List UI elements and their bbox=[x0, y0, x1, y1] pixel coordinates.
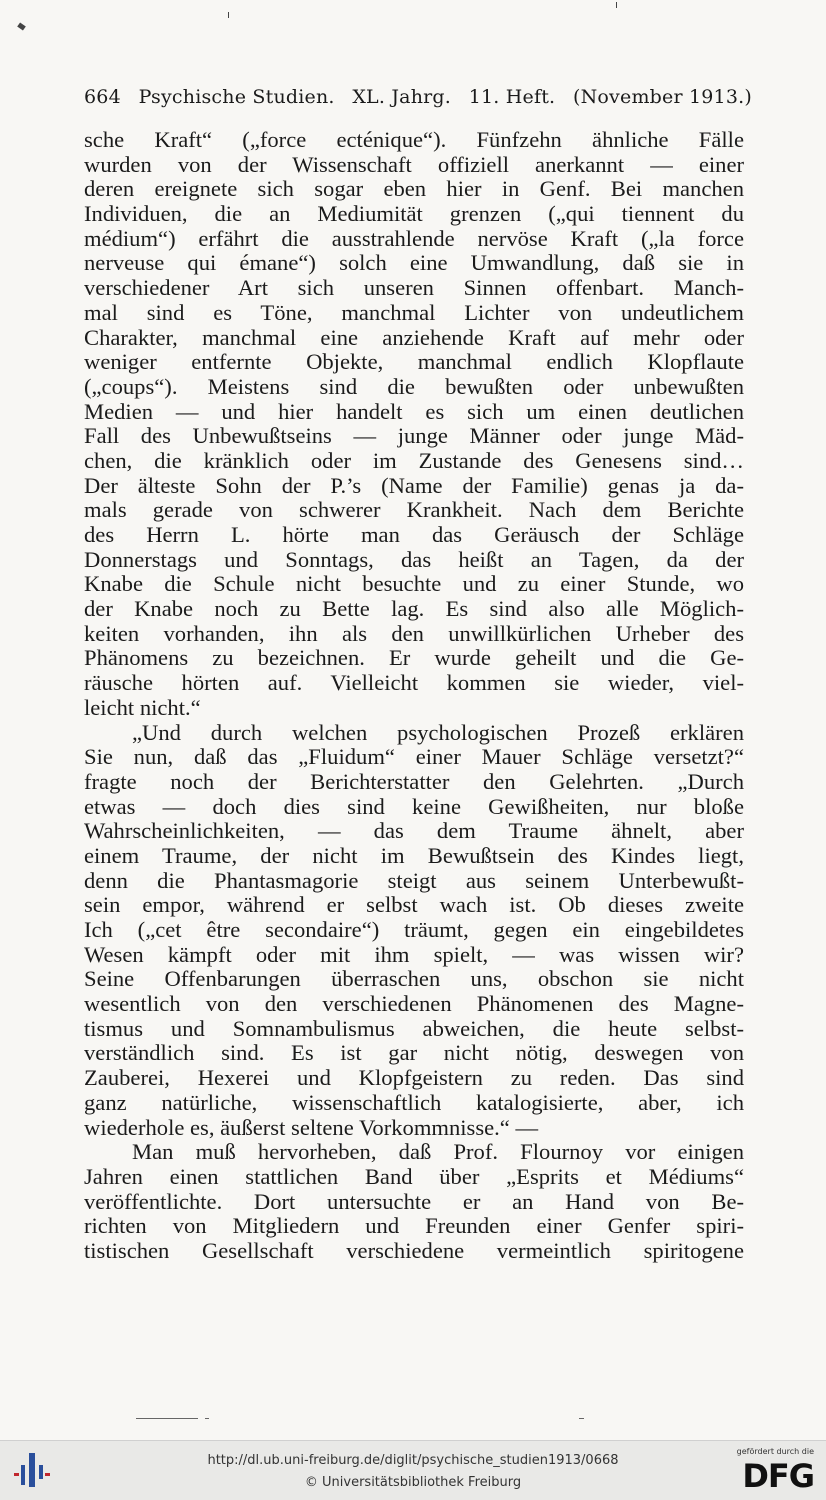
text-line: deren ereignete sich sogar eben hier in Genf. Bei manchen bbox=[84, 176, 744, 202]
text-line: ganz natürliche, wissenschaftlich katalogisierte, aber, ich bbox=[84, 1089, 744, 1115]
text-line: Ich („cet être secondaire“) träumt, gegen ein eingebildetes bbox=[84, 917, 744, 942]
text-line: verständlich sind. Es ist gar nicht nötig, deswegen von bbox=[84, 1040, 744, 1066]
text-line: Fall des Unbewußtseins — junge Männer oder junge Mäd- bbox=[84, 423, 744, 449]
text-line: denn die Phantasmagorie steigt aus seinem Unterbewußt- bbox=[84, 867, 744, 893]
text-line: chen, die kränklich oder im Zustande des Genesens sind… bbox=[84, 447, 744, 473]
text-line: veröffentlichte. Dort untersuchte er an Hand von Be- bbox=[84, 1188, 744, 1214]
text-line: („coups“). Meistens sind die bewußten oder unbewußten bbox=[84, 373, 744, 399]
text-line: Charakter, manchmal eine anziehende Kraft auf mehr oder bbox=[84, 324, 744, 350]
text-line: Seine Offenbarungen überraschen uns, obschon sie nicht bbox=[84, 966, 744, 992]
text-line: wurden von der Wissenschaft offiziell anerkannt — einer bbox=[84, 151, 744, 177]
text-line: Man muß hervorheben, daß Prof. Flournoy vor einigen bbox=[132, 1139, 744, 1165]
text-line: tistischen Gesellschaft verschiedene vermeintlich spiritogene bbox=[84, 1237, 744, 1263]
text-line: tismus und Somnambulismus abweichen, die heute selbst- bbox=[84, 1015, 744, 1041]
text-line: „Und durch welchen psychologischen Prozeß erklären bbox=[132, 719, 744, 745]
text-line: Sie nun, daß das „Fluidum“ einer Mauer Schläge versetzt?“ bbox=[84, 744, 744, 770]
page-url[interactable]: http://dl.ub.uni-freiburg.de/diglit/psychische_studien1913/0668 bbox=[207, 1453, 619, 1468]
footer-rule bbox=[579, 1418, 584, 1419]
viewer-footer-bar bbox=[0, 1440, 826, 1500]
text-line: etwas — doch dies sind keine Gewißheiten, nur bloße bbox=[84, 793, 744, 819]
running-head bbox=[84, 86, 752, 108]
scan-speck bbox=[228, 12, 229, 18]
text-line: médium“) erfährt die ausstrahlende nervöse Kraft („la force bbox=[84, 225, 744, 251]
text-line: Jahren einen stattlichen Band über „Esprits et Médiums“ bbox=[84, 1163, 744, 1189]
text-line: verschiedener Art sich unseren Sinnen offenbart. Manch- bbox=[84, 275, 744, 301]
footer-rule bbox=[205, 1418, 209, 1419]
copyright-notice: © Universitätsbibliothek Freiburg bbox=[304, 1475, 522, 1490]
text-line: Wesen kämpft oder mit ihm spielt, — was wissen wir? bbox=[84, 941, 744, 967]
text-line: Der älteste Sohn der P.’s (Name der Familie) genas ja da- bbox=[84, 472, 744, 498]
text-line: richten von Mitgliedern und Freunden einer Genfer spiri- bbox=[84, 1213, 744, 1239]
text-line: Knabe die Schule nicht besuchte und zu einer Stunde, wo bbox=[84, 571, 744, 597]
text-line: fragte noch der Berichterstatter den Gelehrten. „Durch bbox=[84, 768, 744, 794]
text-line: sche Kraft“ („force ecténique“). Fünfzehn ähnliche Fälle bbox=[84, 127, 744, 152]
volume-label: XL. Jahrg. bbox=[352, 86, 452, 108]
footer-rule bbox=[136, 1418, 198, 1419]
dfg-logo: DFG bbox=[742, 1457, 814, 1495]
text-line: Wahrscheinlichkeiten, — das dem Traume ähnelt, aber bbox=[84, 818, 744, 844]
text-line: mal sind es Töne, manchmal Lichter von undeutlichem bbox=[84, 299, 744, 325]
text-line: wesentlich von den verschiedenen Phänomenen des Magne- bbox=[84, 991, 744, 1017]
dfg-caption: gefördert durch die bbox=[736, 1447, 814, 1456]
text-line: wiederhole es, äußerst seltene Vorkommnisse.“ — bbox=[84, 1114, 539, 1140]
text-line: räusche hörten auf. Vielleicht kommen sie wieder, viel- bbox=[84, 670, 744, 696]
text-line: sein empor, während er selbst wach ist. Ob dieses zweite bbox=[84, 892, 744, 918]
text-line: des Herrn L. hörte man das Geräusch der Schläge bbox=[84, 522, 744, 547]
page-number: 664 bbox=[84, 86, 121, 108]
text-line: der Knabe noch zu Bette lag. Es sind also alle Möglich- bbox=[84, 596, 744, 622]
body-text bbox=[84, 128, 744, 1264]
issue-label: 11. Heft. bbox=[468, 86, 556, 108]
scan-speck bbox=[616, 2, 617, 8]
text-line: leicht nicht.“ bbox=[84, 694, 201, 720]
text-line: nerveuse qui émane“) solch eine Umwandlung, daß sie in bbox=[84, 250, 744, 276]
issue-date: (November 1913.) bbox=[572, 86, 752, 108]
text-line: mals gerade von schwerer Krankheit. Nach dem Berichte bbox=[84, 497, 744, 523]
text-line: Medien — und hier handelt es sich um einen deutlichen bbox=[84, 398, 744, 424]
text-line: keiten vorhanden, ihn als den unwillkürlichen Urheber des bbox=[84, 620, 744, 646]
scan-speck bbox=[17, 22, 26, 30]
journal-title: Psychische Studien. bbox=[138, 86, 335, 108]
text-line: einem Traume, der nicht im Bewußtsein des Kindes liegt, bbox=[84, 842, 744, 868]
text-line: weniger entfernte Objekte, manchmal endlich Klopflaute bbox=[84, 349, 744, 375]
text-line: Donnerstags und Sonntags, das heißt an Tagen, da der bbox=[84, 546, 744, 572]
text-line: Zauberei, Hexerei und Klopfgeistern zu reden. Das sind bbox=[84, 1065, 744, 1091]
text-line: Phänomens zu bezeichnen. Er wurde geheilt und die Ge- bbox=[84, 645, 744, 671]
text-line: Individuen, die an Mediumität grenzen („qui tiennent du bbox=[84, 201, 744, 227]
